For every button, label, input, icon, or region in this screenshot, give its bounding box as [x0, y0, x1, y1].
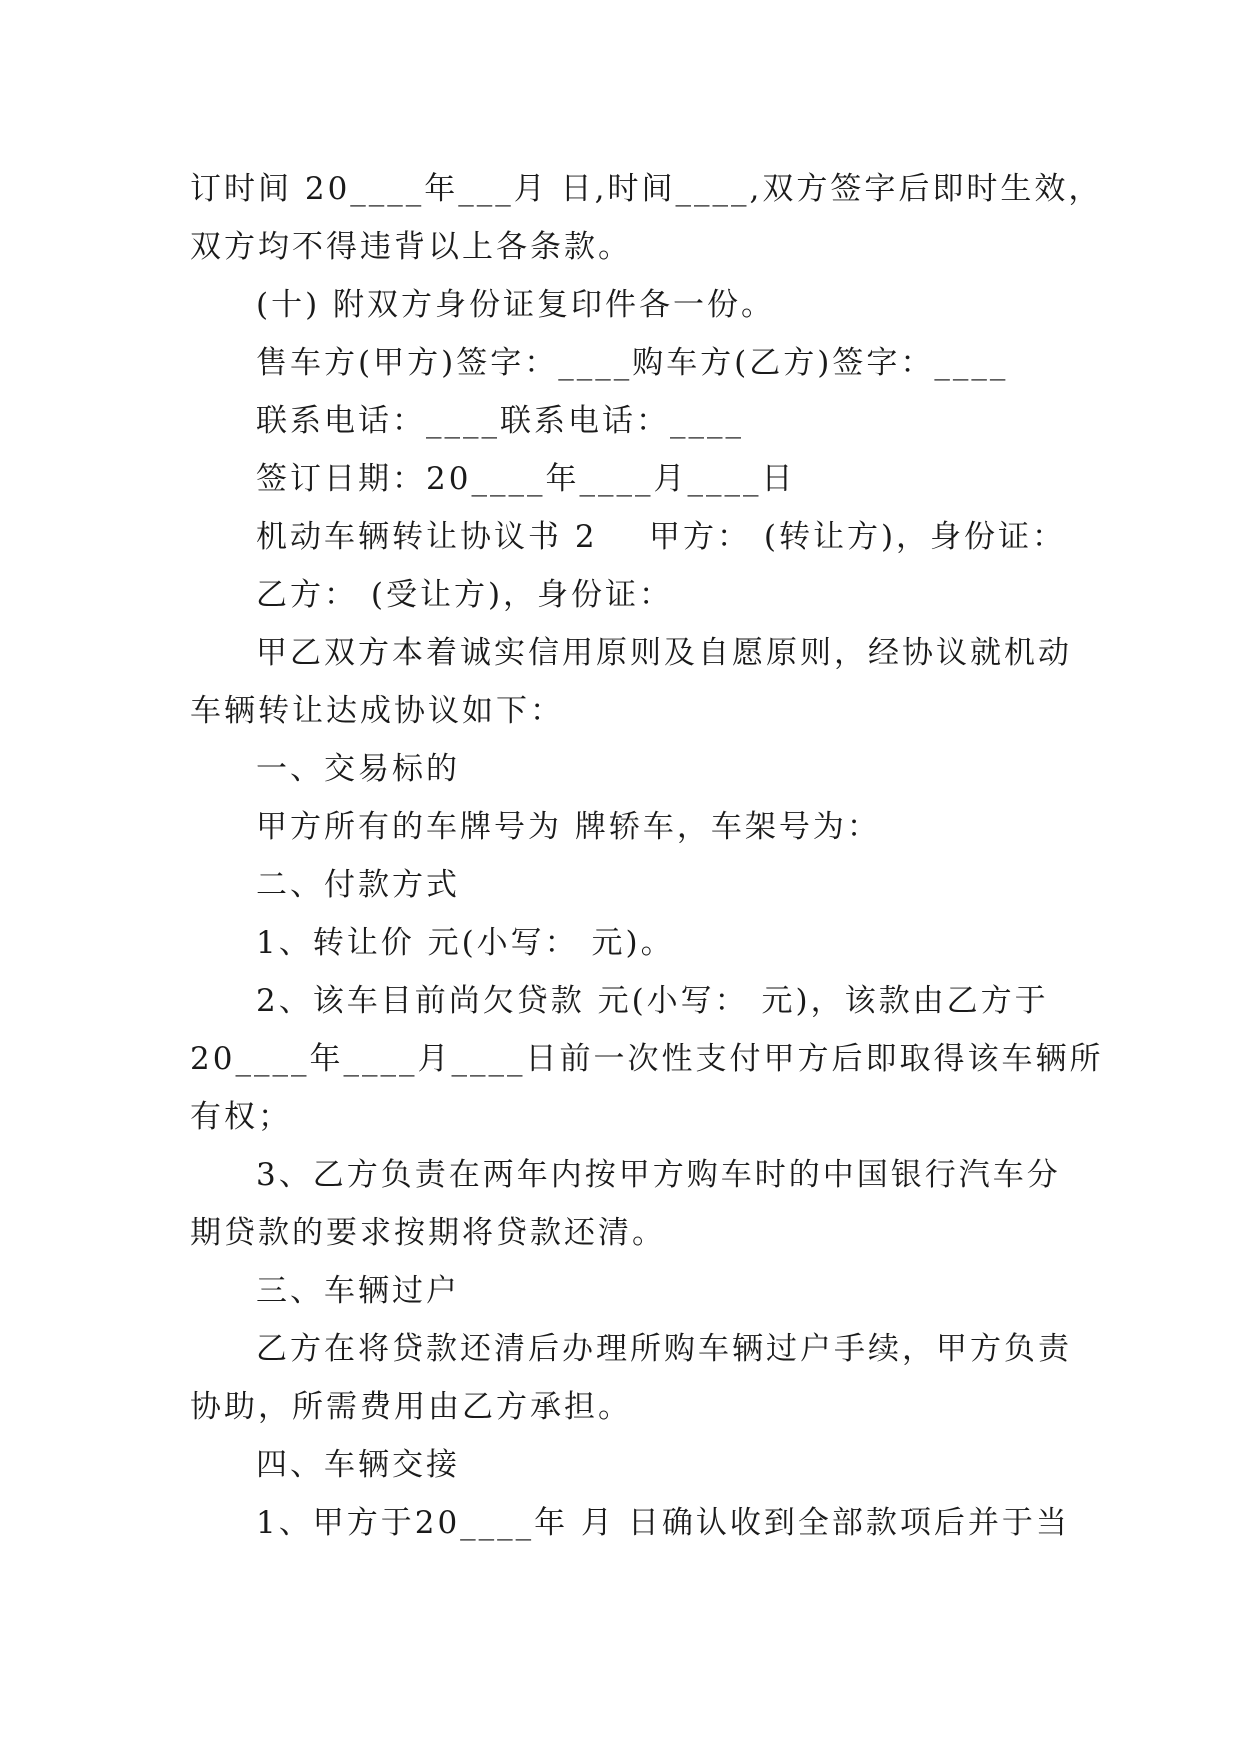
text-line: 车辆转让达成协议如下：: [190, 693, 564, 729]
text-line: 期贷款的要求按期将贷款还清。: [190, 1215, 666, 1251]
agreement-title-line: 机动车辆转让协议书 2 甲方： (转让方)，身份证：: [256, 519, 1067, 555]
section-heading: 一、交易标的: [256, 751, 460, 787]
signature-line: 售车方(甲方)签字：____购车方(乙方)签字：____: [256, 345, 1009, 381]
text-line: 乙方： (受让方)，身份证：: [256, 577, 674, 613]
text-line: 甲乙双方本着诚实信用原则及自愿原则，经协议就机动: [256, 635, 1072, 671]
section-heading: 四、车辆交接: [256, 1447, 460, 1483]
text-line: 双方均不得违背以上各条款。: [190, 229, 632, 265]
text-line: 乙方在将贷款还清后办理所购车辆过户手续，甲方负责: [256, 1331, 1072, 1367]
text-line: 1、甲方于20____年 月 日确认收到全部款项后并于当: [256, 1505, 1070, 1541]
document-body: [190, 160, 1104, 1552]
text-line: 订时间 20____年___月 日,时间____,双方签字后即时生效，: [190, 171, 1103, 207]
section-heading: 三、车辆过户: [256, 1273, 460, 1309]
phone-line: 联系电话：____联系电话：____: [256, 403, 744, 439]
text-line: 3、乙方负责在两年内按甲方购车时的中国银行汽车分: [256, 1157, 1061, 1193]
text-line: 甲方所有的车牌号为 牌轿车，车架号为：: [256, 809, 881, 845]
text-line: 1、转让价 元(小写： 元)。: [256, 925, 675, 961]
text-line: 协助，所需费用由乙方承担。: [190, 1389, 632, 1425]
text-line: 2、该车目前尚欠贷款 元(小写： 元)，该款由乙方于: [256, 983, 1049, 1019]
date-line: 签订日期：20____年____月____日: [256, 461, 796, 497]
text-line: 有权；: [190, 1099, 292, 1135]
text-line: 20____年____月____日前一次性支付甲方后即取得该车辆所: [190, 1041, 1104, 1077]
text-line: (十) 附双方身份证复印件各一份。: [256, 287, 776, 323]
section-heading: 二、付款方式: [256, 867, 460, 903]
